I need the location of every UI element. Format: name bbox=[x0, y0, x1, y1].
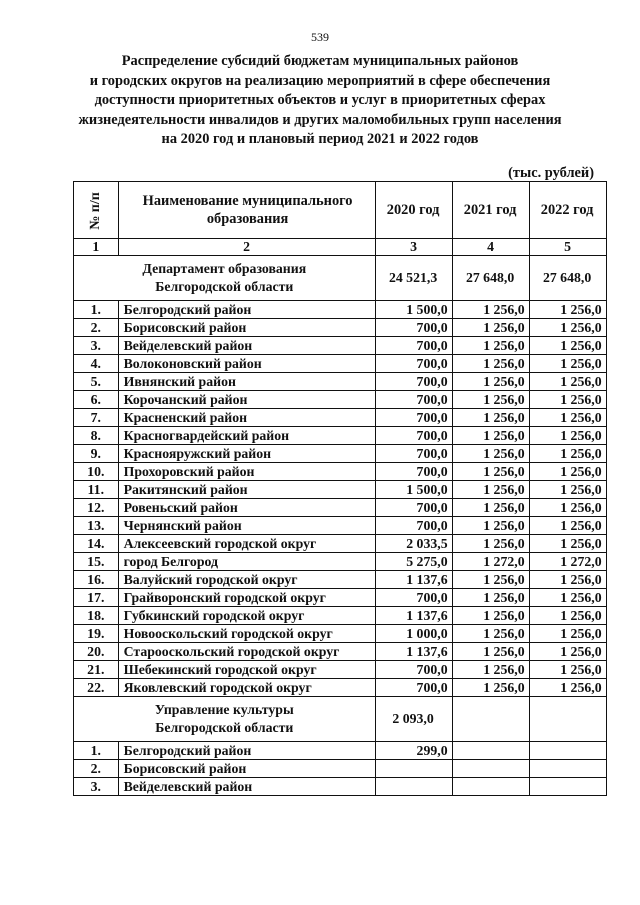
column-index: 4 bbox=[452, 239, 529, 256]
municipality-name: Краснояружский район bbox=[118, 445, 375, 463]
municipality-name: Борисовский район bbox=[118, 319, 375, 337]
value-2022: 1 256,0 bbox=[529, 355, 606, 373]
value-2020: 700,0 bbox=[375, 391, 452, 409]
value-2021: 1 256,0 bbox=[452, 679, 529, 697]
value-2020: 700,0 bbox=[375, 517, 452, 535]
municipality-name: Грайворонский городской округ bbox=[118, 589, 375, 607]
section-name-line: Белгородской области bbox=[155, 279, 294, 294]
column-index: 1 bbox=[74, 239, 119, 256]
row-number: 19. bbox=[74, 625, 119, 643]
value-2021: 1 256,0 bbox=[452, 301, 529, 319]
value-2021: 1 256,0 bbox=[452, 517, 529, 535]
value-2022: 1 256,0 bbox=[529, 517, 606, 535]
section-name bbox=[74, 256, 376, 301]
value-2020: 5 275,0 bbox=[375, 553, 452, 571]
section-total-2021 bbox=[452, 697, 529, 742]
value-2020: 700,0 bbox=[375, 499, 452, 517]
row-number: 14. bbox=[74, 535, 119, 553]
value-2020: 1 137,6 bbox=[375, 571, 452, 589]
municipality-name: Красненский район bbox=[118, 409, 375, 427]
table-row bbox=[74, 661, 607, 679]
table-row bbox=[74, 499, 607, 517]
section-name bbox=[74, 697, 376, 742]
value-2021: 1 256,0 bbox=[452, 625, 529, 643]
row-number: 4. bbox=[74, 355, 119, 373]
header-name-line: образования bbox=[206, 211, 289, 227]
value-2022: 1 256,0 bbox=[529, 643, 606, 661]
municipality-name: Прохоровский район bbox=[118, 463, 375, 481]
value-2021: 1 256,0 bbox=[452, 355, 529, 373]
value-2022: 1 256,0 bbox=[529, 445, 606, 463]
municipality-name: Старооскольский городской округ bbox=[118, 643, 375, 661]
value-2022 bbox=[529, 742, 606, 760]
municipality-name: Корочанский район bbox=[118, 391, 375, 409]
value-2021 bbox=[452, 760, 529, 778]
table-row bbox=[74, 679, 607, 697]
table-row bbox=[74, 373, 607, 391]
section-header-row bbox=[74, 697, 607, 742]
value-2020: 700,0 bbox=[375, 661, 452, 679]
value-2022: 1 256,0 bbox=[529, 391, 606, 409]
section-name-line: Белгородской области bbox=[155, 720, 294, 735]
table-row bbox=[74, 409, 607, 427]
value-2020 bbox=[375, 760, 452, 778]
subsidy-table bbox=[73, 181, 607, 796]
value-2022: 1 256,0 bbox=[529, 679, 606, 697]
value-2022: 1 256,0 bbox=[529, 373, 606, 391]
value-2020: 700,0 bbox=[375, 409, 452, 427]
value-2022: 1 256,0 bbox=[529, 661, 606, 679]
row-number: 16. bbox=[74, 571, 119, 589]
value-2021: 1 256,0 bbox=[452, 535, 529, 553]
municipality-name: Вейделевский район bbox=[118, 778, 375, 796]
value-2021: 1 256,0 bbox=[452, 373, 529, 391]
value-2022: 1 256,0 bbox=[529, 319, 606, 337]
value-2020: 700,0 bbox=[375, 589, 452, 607]
value-2021: 1 256,0 bbox=[452, 661, 529, 679]
value-2022: 1 256,0 bbox=[529, 589, 606, 607]
value-2022: 1 256,0 bbox=[529, 535, 606, 553]
value-2021: 1 256,0 bbox=[452, 589, 529, 607]
value-2020: 1 500,0 bbox=[375, 301, 452, 319]
row-number: 1. bbox=[74, 301, 119, 319]
column-index: 3 bbox=[375, 239, 452, 256]
header-2021: 2021 год bbox=[452, 182, 529, 239]
header-name-line: Наименование муниципального bbox=[142, 193, 353, 209]
value-2022: 1 256,0 bbox=[529, 301, 606, 319]
row-number: 3. bbox=[74, 778, 119, 796]
value-2020: 700,0 bbox=[375, 445, 452, 463]
table-row bbox=[74, 589, 607, 607]
row-number: 2. bbox=[74, 760, 119, 778]
units-label: (тыс. рублей) bbox=[508, 165, 594, 181]
document-title bbox=[40, 52, 600, 150]
table-row bbox=[74, 571, 607, 589]
header-2020: 2020 год bbox=[375, 182, 452, 239]
value-2022 bbox=[529, 778, 606, 796]
value-2020: 700,0 bbox=[375, 337, 452, 355]
table-row bbox=[74, 778, 607, 796]
column-index-row bbox=[74, 239, 607, 256]
row-number: 15. bbox=[74, 553, 119, 571]
value-2021: 1 256,0 bbox=[452, 481, 529, 499]
section-total-2022 bbox=[529, 697, 606, 742]
municipality-name: Алексеевский городской округ bbox=[118, 535, 375, 553]
value-2020: 700,0 bbox=[375, 463, 452, 481]
value-2021: 1 256,0 bbox=[452, 571, 529, 589]
column-index: 5 bbox=[529, 239, 606, 256]
table-row bbox=[74, 319, 607, 337]
table-row bbox=[74, 301, 607, 319]
row-number: 13. bbox=[74, 517, 119, 535]
row-number: 5. bbox=[74, 373, 119, 391]
value-2020: 700,0 bbox=[375, 679, 452, 697]
municipality-name: Ровеньский район bbox=[118, 499, 375, 517]
value-2020: 1 000,0 bbox=[375, 625, 452, 643]
value-2021 bbox=[452, 778, 529, 796]
section-name-line: Управление культуры bbox=[154, 702, 294, 717]
value-2021: 1 256,0 bbox=[452, 643, 529, 661]
value-2021: 1 256,0 bbox=[452, 391, 529, 409]
row-number: 10. bbox=[74, 463, 119, 481]
row-number: 1. bbox=[74, 742, 119, 760]
table-row bbox=[74, 607, 607, 625]
value-2022: 1 256,0 bbox=[529, 571, 606, 589]
table-row bbox=[74, 337, 607, 355]
table-row bbox=[74, 391, 607, 409]
table-row bbox=[74, 355, 607, 373]
table-row bbox=[74, 463, 607, 481]
value-2020: 700,0 bbox=[375, 319, 452, 337]
row-number: 18. bbox=[74, 607, 119, 625]
table-row bbox=[74, 742, 607, 760]
municipality-name: Белгородский район bbox=[118, 742, 375, 760]
section-total-2020: 2 093,0 bbox=[375, 697, 452, 742]
table-row bbox=[74, 535, 607, 553]
title-line: и городских округов на реализацию мероприятий в сфере обеспечения bbox=[89, 72, 551, 89]
value-2022: 1 256,0 bbox=[529, 625, 606, 643]
column-index: 2 bbox=[118, 239, 375, 256]
row-number: 8. bbox=[74, 427, 119, 445]
value-2021: 1 256,0 bbox=[452, 337, 529, 355]
section-name-line: Департамент образования bbox=[142, 261, 307, 276]
section-total-2022: 27 648,0 bbox=[529, 256, 606, 301]
value-2022: 1 256,0 bbox=[529, 409, 606, 427]
value-2022: 1 256,0 bbox=[529, 607, 606, 625]
municipality-name: Вейделевский район bbox=[118, 337, 375, 355]
page-number: 539 bbox=[311, 30, 329, 44]
row-number: 9. bbox=[74, 445, 119, 463]
municipality-name: Красногвардейский район bbox=[118, 427, 375, 445]
value-2020: 299,0 bbox=[375, 742, 452, 760]
table-row bbox=[74, 643, 607, 661]
municipality-name: Волоконовский район bbox=[118, 355, 375, 373]
row-number: 22. bbox=[74, 679, 119, 697]
municipality-name: Губкинский городской округ bbox=[118, 607, 375, 625]
table-row bbox=[74, 553, 607, 571]
value-2022: 1 256,0 bbox=[529, 481, 606, 499]
row-number: 3. bbox=[74, 337, 119, 355]
row-number: 7. bbox=[74, 409, 119, 427]
municipality-name: Яковлевский городской округ bbox=[118, 679, 375, 697]
municipality-name: Шебекинский городской округ bbox=[118, 661, 375, 679]
row-number: 6. bbox=[74, 391, 119, 409]
table-row bbox=[74, 517, 607, 535]
row-number: 20. bbox=[74, 643, 119, 661]
value-2022: 1 272,0 bbox=[529, 553, 606, 571]
municipality-name: Белгородский район bbox=[118, 301, 375, 319]
value-2020: 1 137,6 bbox=[375, 643, 452, 661]
value-2021: 1 256,0 bbox=[452, 319, 529, 337]
table-row bbox=[74, 427, 607, 445]
value-2022: 1 256,0 bbox=[529, 337, 606, 355]
value-2022: 1 256,0 bbox=[529, 427, 606, 445]
row-number: 2. bbox=[74, 319, 119, 337]
value-2021: 1 256,0 bbox=[452, 445, 529, 463]
value-2020: 700,0 bbox=[375, 427, 452, 445]
section-total-2020: 24 521,3 bbox=[375, 256, 452, 301]
table-row bbox=[74, 445, 607, 463]
value-2021 bbox=[452, 742, 529, 760]
value-2021: 1 256,0 bbox=[452, 427, 529, 445]
municipality-name: Валуйский городской округ bbox=[118, 571, 375, 589]
value-2022 bbox=[529, 760, 606, 778]
title-line: жизнедеятельности инвалидов и других маломобильных групп населения bbox=[78, 111, 562, 128]
title-line: доступности приоритетных объектов и услуг в приоритетных сферах bbox=[94, 92, 546, 109]
value-2020 bbox=[375, 778, 452, 796]
title-line: Распределение субсидий бюджетам муниципальных районов bbox=[121, 53, 519, 69]
value-2021: 1 272,0 bbox=[452, 553, 529, 571]
municipality-name: Ракитянский район bbox=[118, 481, 375, 499]
table-row bbox=[74, 481, 607, 499]
section-header-row bbox=[74, 256, 607, 301]
table-header-row bbox=[74, 182, 607, 239]
row-number: 12. bbox=[74, 499, 119, 517]
value-2020: 1 137,6 bbox=[375, 607, 452, 625]
table-row bbox=[74, 760, 607, 778]
value-2021: 1 256,0 bbox=[452, 463, 529, 481]
header-2022: 2022 год bbox=[529, 182, 606, 239]
value-2022: 1 256,0 bbox=[529, 463, 606, 481]
value-2021: 1 256,0 bbox=[452, 607, 529, 625]
title-line: на 2020 год и плановый период 2021 и 2022 годов bbox=[161, 131, 479, 148]
value-2020: 700,0 bbox=[375, 373, 452, 391]
header-name bbox=[118, 182, 375, 239]
header-num-label: № п/п bbox=[87, 191, 103, 230]
value-2021: 1 256,0 bbox=[452, 499, 529, 517]
row-number: 11. bbox=[74, 481, 119, 499]
value-2020: 700,0 bbox=[375, 355, 452, 373]
table-row bbox=[74, 625, 607, 643]
section-total-2021: 27 648,0 bbox=[452, 256, 529, 301]
row-number: 21. bbox=[74, 661, 119, 679]
row-number: 17. bbox=[74, 589, 119, 607]
value-2020: 2 033,5 bbox=[375, 535, 452, 553]
municipality-name: Чернянский район bbox=[118, 517, 375, 535]
header-num bbox=[74, 182, 119, 239]
value-2022: 1 256,0 bbox=[529, 499, 606, 517]
municipality-name: Новооскольский городской округ bbox=[118, 625, 375, 643]
municipality-name: Ивнянский район bbox=[118, 373, 375, 391]
value-2020: 1 500,0 bbox=[375, 481, 452, 499]
municipality-name: Борисовский район bbox=[118, 760, 375, 778]
value-2021: 1 256,0 bbox=[452, 409, 529, 427]
municipality-name: город Белгород bbox=[118, 553, 375, 571]
